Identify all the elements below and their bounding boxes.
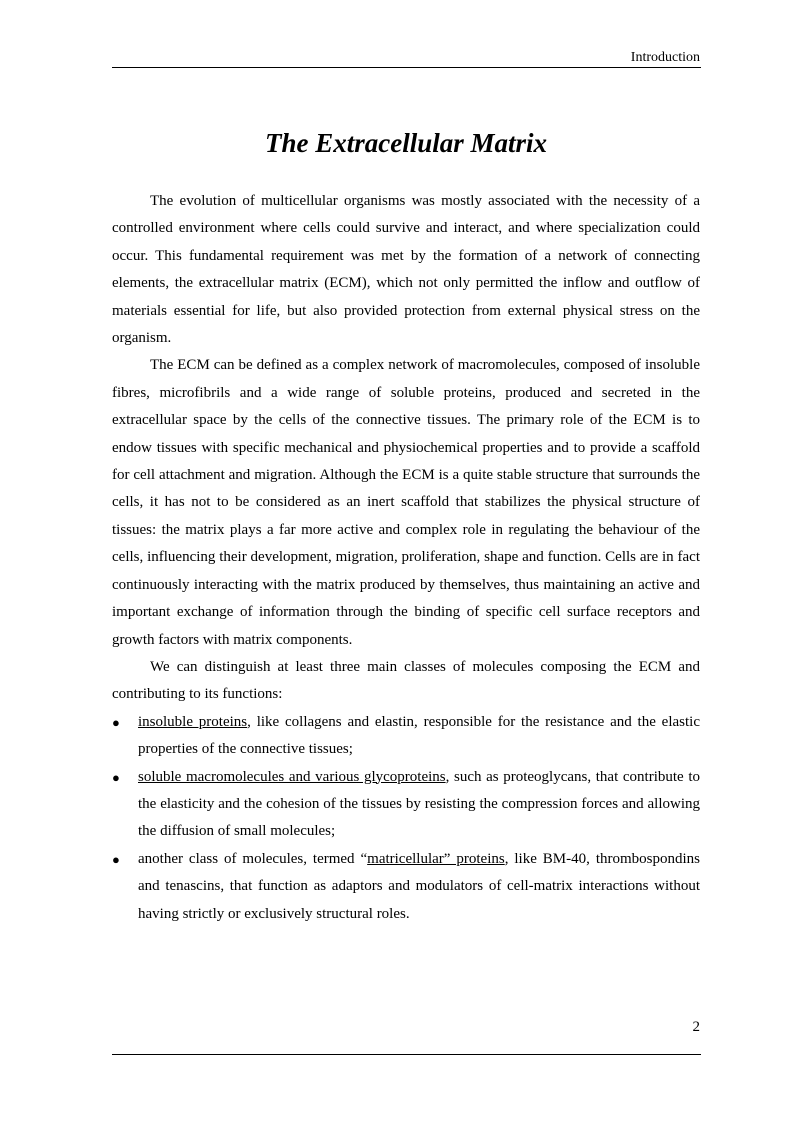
bullet-icon: ● xyxy=(112,769,120,785)
paragraph-1: The evolution of multicellular organisms was mostly associated with the necessity of a controlled environment where cells could survive and interact, and where specialization could occur. This fundamental requirement was met by the formation of a network of connecting elements, the extracellular matrix (ECM), which not only permitted the inflow and outflow of materials essential for life, but also provided protection from external physical stress on the organism. xyxy=(112,193,700,347)
header-rule xyxy=(112,67,701,68)
page-title: The Extracellular Matrix xyxy=(264,128,548,158)
running-header: Introduction xyxy=(630,50,700,65)
list-item-text: , like BM-40, thrombospondins and tenascins, that function as adaptors and modulators of cell-matrix interactions without having strictly or exclusively structural roles. xyxy=(138,850,700,922)
paragraph-2: The ECM can be defined as a complex network of macromolecules, composed of insoluble fibres, microfibrils and a wide range of soluble proteins, produced and secreted in the extracellular space by the cells of the connective tissues. The primary role of the ECM is to endow tissues with specific mechanical and physiochemical properties and to provide a scaffold for cell attachment and migration. Although the ECM is a quite stable structure that surrounds the cells, it has not to be considered as an inert scaffold that stabilizes the physical structure of tissues: the matrix plays a far more active and complex role in regulating the behaviour of the cells, influencing their development, migration, proliferation, shape and function. Cells are in fact continuously interacting with the matrix produced by themselves, thus maintaining an active and important exchange of information through the binding of specific cell surface receptors and growth factors with matrix components. xyxy=(112,357,700,648)
footer-rule xyxy=(112,1054,701,1055)
list-item-term: soluble macromolecules and various glycoproteins xyxy=(138,768,446,785)
molecule-classes-list xyxy=(112,709,700,928)
list-item-term: insoluble proteins xyxy=(138,713,248,730)
paragraph-3: We can distinguish at least three main classes of molecules composing the ECM and contributing to its functions: xyxy=(112,658,700,703)
bullet-icon: ● xyxy=(112,714,120,730)
list-item xyxy=(112,709,700,764)
page-number: 2 xyxy=(692,1019,700,1035)
bullet-icon: ● xyxy=(112,851,120,867)
list-item-prefix: another class of molecules, termed “ xyxy=(138,850,368,867)
list-item-text: , such as proteoglycans, that contribute to the elasticity and the cohesion of the tissues by resisting the compression forces and allowing the diffusion of small molecules; xyxy=(138,768,700,840)
list-item-term: matricellular” proteins xyxy=(367,850,505,867)
body-text xyxy=(112,188,700,928)
list-item xyxy=(112,846,700,928)
list-item xyxy=(112,764,700,846)
list-item-text: , like collagens and elastin, responsible for the resistance and the elastic properties of the connective tissues; xyxy=(138,713,700,758)
